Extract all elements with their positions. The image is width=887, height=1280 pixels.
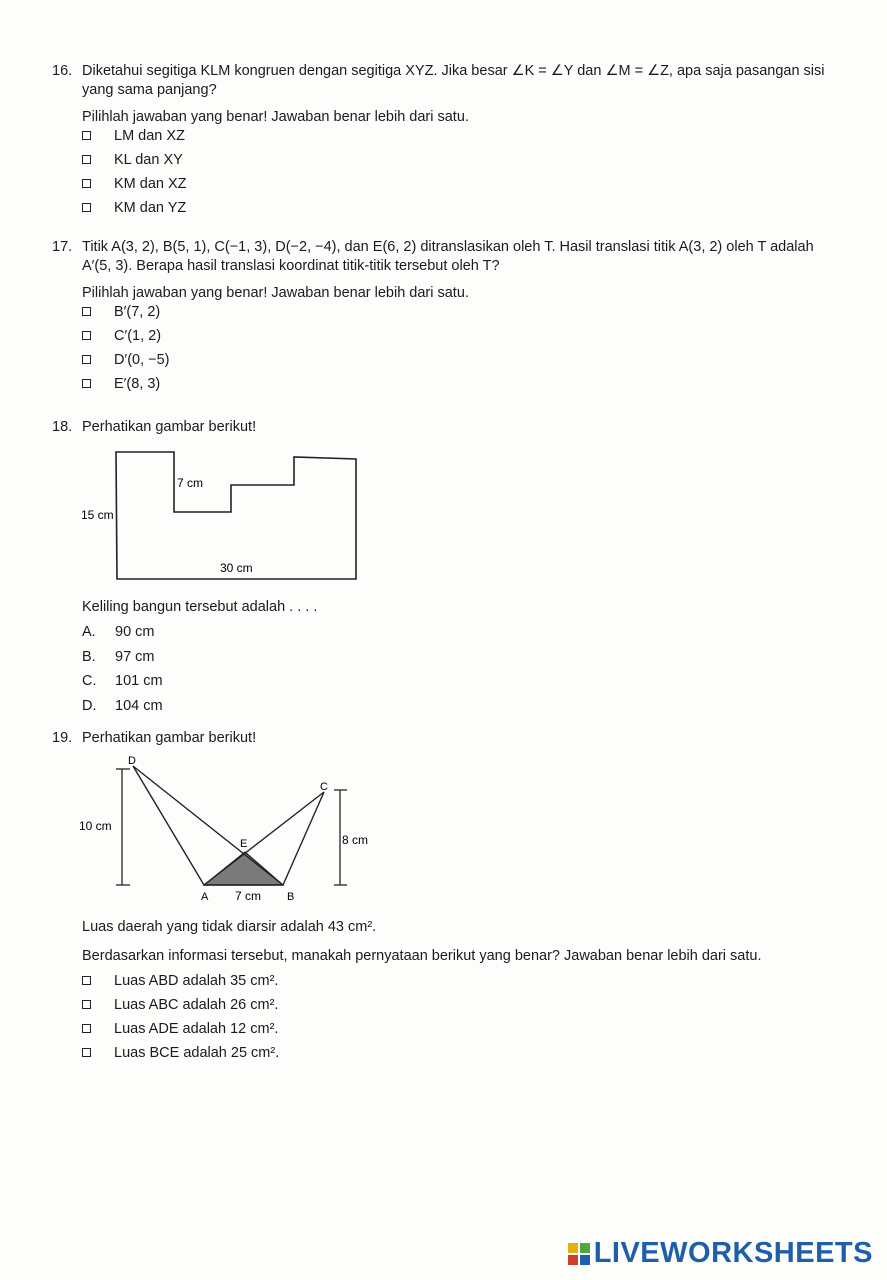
checkbox-option[interactable] (82, 996, 842, 1020)
logo-text: LIVEWORKSHEETS (593, 1237, 873, 1269)
label-c: C (320, 781, 328, 793)
question-number: 17. (52, 239, 73, 255)
checkbox-option[interactable] (82, 175, 842, 199)
label-b: B (287, 891, 295, 903)
question-text: Perhatikan gambar berikut! (82, 730, 257, 746)
checkbox[interactable] (82, 355, 91, 364)
checkbox[interactable] (82, 331, 91, 340)
option-label: 97 cm (115, 648, 155, 665)
checkbox[interactable] (82, 307, 91, 316)
question-16 (52, 62, 842, 223)
figure-18-shape (116, 452, 356, 579)
info-text: Luas daerah yang tidak diarsir adalah 43 cm². (82, 919, 377, 935)
option-label: 104 cm (115, 697, 163, 714)
question-number: 19. (52, 730, 73, 746)
label-bottom: 30 cm (220, 561, 253, 575)
checkbox-option[interactable] (82, 199, 842, 223)
checkbox-option[interactable] (82, 151, 842, 175)
checkbox[interactable] (82, 203, 91, 212)
question-prompt: Berdasarkan informasi tersebut, manakah pernyataan berikut yang benar? Jawaban benar lebih dari satu. (82, 948, 762, 964)
mc-option[interactable] (82, 672, 842, 697)
option-label: LM dan XZ (114, 128, 185, 144)
option-label: D′(0, −5) (114, 352, 170, 368)
checkbox[interactable] (82, 976, 91, 985)
option-label: KM dan YZ (114, 200, 187, 216)
option-letter: B. (82, 648, 96, 665)
question-number: 18. (52, 419, 73, 435)
mc-option[interactable] (82, 697, 842, 722)
option-label: E′(8, 3) (114, 376, 161, 392)
option-label: C′(1, 2) (114, 328, 162, 344)
question-text: Diketahui segitiga KLM kongruen dengan segitiga XYZ. Jika besar ∠K = ∠Y dan ∠M = ∠Z, apa saja pasangan sisi yang sama panjang? (82, 63, 825, 98)
option-label: Luas ABC adalah 26 cm². (114, 997, 279, 1013)
checkbox-option[interactable] (82, 351, 842, 375)
question-number: 16. (52, 63, 73, 79)
checkbox-option[interactable] (82, 327, 842, 351)
label-base: 7 cm (235, 889, 262, 903)
option-label: Luas BCE adalah 25 cm². (114, 1045, 280, 1061)
option-label: KM dan XZ (114, 176, 187, 192)
label-top: 7 cm (177, 476, 204, 490)
label-right-height: 8 cm (342, 833, 369, 847)
checkbox[interactable] (82, 1000, 91, 1009)
checkbox[interactable] (82, 1024, 91, 1033)
mc-option[interactable] (82, 648, 842, 673)
checkbox[interactable] (82, 179, 91, 188)
shaded-triangle (204, 852, 283, 885)
figure-18 (70, 445, 370, 590)
question-prompt: Keliling bangun tersebut adalah . . . . (82, 599, 318, 615)
option-label: B′(7, 2) (114, 304, 161, 320)
checkbox-option[interactable] (82, 303, 842, 327)
checkbox-option[interactable] (82, 127, 842, 151)
label-e: E (240, 838, 248, 850)
option-letter: A. (82, 624, 96, 640)
checkbox-option[interactable] (82, 972, 842, 996)
question-19-body (52, 918, 842, 1068)
figure-19 (70, 752, 410, 907)
checkbox[interactable] (82, 379, 91, 388)
instruction: Pilihlah jawaban yang benar! Jawaban benar lebih dari satu. (82, 109, 469, 125)
option-label: KL dan XY (114, 152, 183, 168)
label-side: 15 cm (81, 508, 114, 522)
option-label: 90 cm (115, 624, 155, 640)
checkbox[interactable] (82, 155, 91, 164)
question-text: Perhatikan gambar berikut! (82, 419, 257, 435)
option-label: Luas ABD adalah 35 cm². (114, 973, 279, 989)
checkbox-option[interactable] (82, 375, 842, 399)
option-letter: D. (82, 697, 97, 714)
option-label: 101 cm (115, 673, 163, 689)
question-17 (52, 238, 842, 399)
label-a: A (201, 891, 209, 903)
label-left-height: 10 cm (79, 819, 112, 833)
checkbox[interactable] (82, 131, 91, 140)
checkbox-option[interactable] (82, 1020, 842, 1044)
logo-grid-icon (568, 1243, 590, 1265)
question-19 (52, 729, 842, 748)
question-text: Titik A(3, 2), B(5, 1), C(−1, 3), D(−2, −4), dan E(6, 2) ditranslasikan oleh T. Hasil translasi titik A(3, 2) oleh T adalah A′(5, 3). Berapa hasil translasi koordinat titik-titik tersebut oleh T? (82, 239, 814, 274)
label-d: D (128, 755, 136, 767)
mc-option[interactable] (82, 623, 842, 648)
checkbox-option[interactable] (82, 1044, 842, 1068)
liveworksheets-logo (568, 1237, 873, 1270)
instruction: Pilihlah jawaban yang benar! Jawaban benar lebih dari satu. (82, 285, 469, 301)
question-18 (52, 418, 842, 437)
checkbox[interactable] (82, 1048, 91, 1057)
option-letter: C. (82, 673, 97, 689)
question-18-body (52, 598, 842, 721)
option-label: Luas ADE adalah 12 cm². (114, 1021, 279, 1037)
